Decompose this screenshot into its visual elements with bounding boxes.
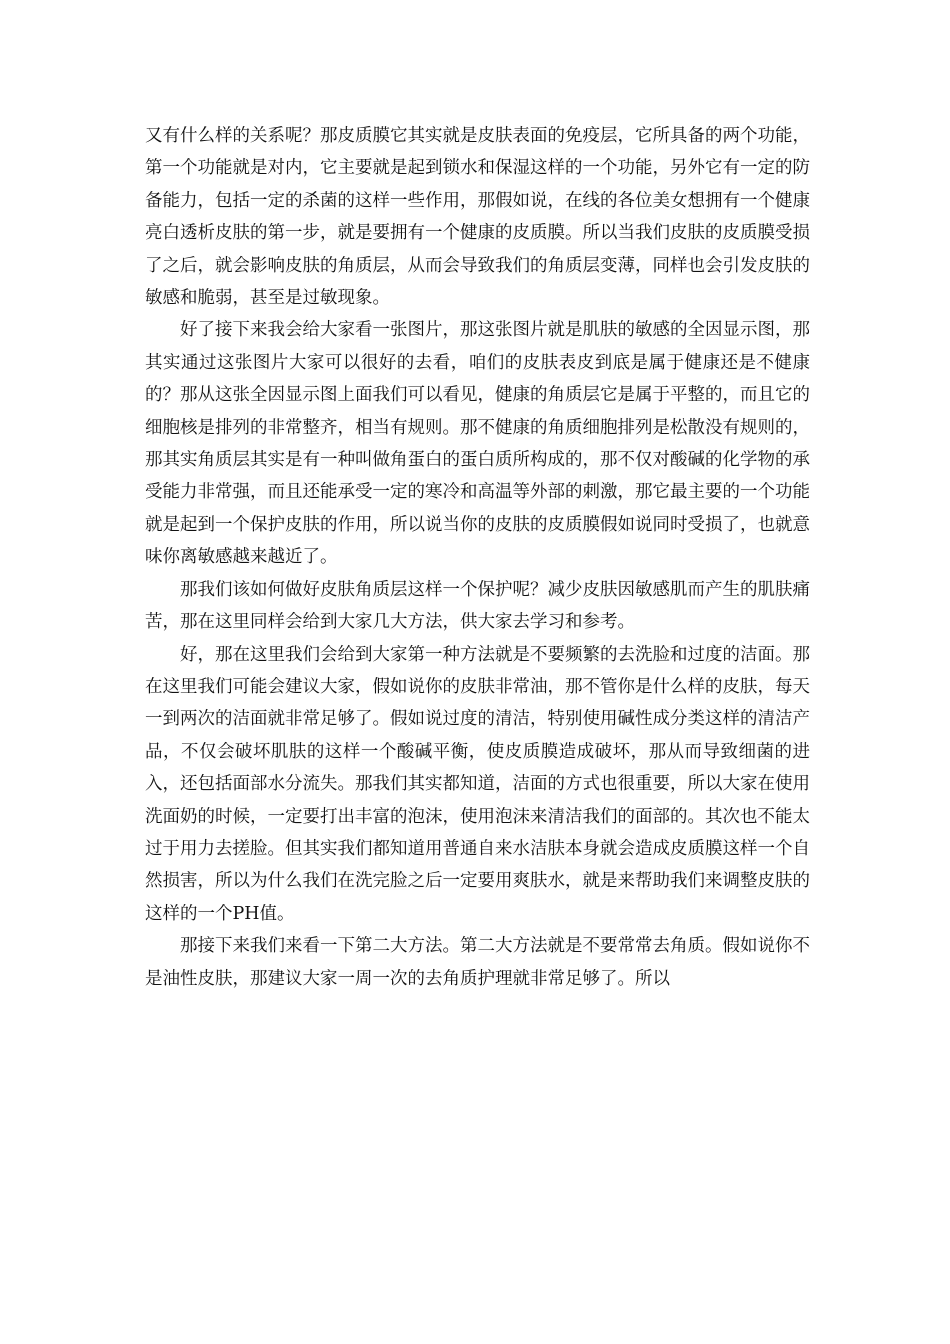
- paragraph-continued: 又有什么样的关系呢？那皮质膜它其实就是皮肤表面的免疫层，它所具备的两个功能，第一个功能就是对内，它主要就是起到锁水和保湿这样的一个功能，另外它有一定的防备能力，包括一定的杀菌的这样一些作用，那假如说，在线的各位美女想拥有一个健康亮白透析皮肤的第一步，就是要拥有一个健康的皮质膜。所以当我们皮肤的皮质膜受损了之后，就会影响皮肤的角质层，从而会导致我们的角质层变薄，同样也会引发皮肤的敏感和脆弱，甚至是过敏现象。: [145, 126, 810, 309]
- paragraph-image-explanation: 好了接下来我会给大家看一张图片，那这张图片就是肌肤的敏感的全因显示图，那其实通过这张图片大家可以很好的去看，咱们的皮肤表皮到底是属于健康还是不健康的？那从这张全因显示图上面我们可以看见，健康的角质层它是属于平整的，而且它的细胞核是排列的非常整齐，相当有规则。那不健康的角质细胞排列是松散没有规则的，那其实角质层其实是有一种叫做角蛋白的蛋白质所构成的，那不仅对酸碱的化学物的承受能力非常强，而且还能承受一定的寒冷和高温等外部的刺激，那它最主要的一个功能就是起到一个保护皮肤的作用，所以说当你的皮肤的皮质膜假如说同时受损了，也就意味你离敏感越来越近了。: [145, 320, 810, 568]
- paragraph-protection-question: 那我们该如何做好皮肤角质层这样一个保护呢？减少皮肤因敏感肌而产生的肌肤痛苦，那在这里同样会给到大家几大方法，供大家去学习和参考。: [145, 579, 810, 633]
- paragraph-method-one: 好，那在这里我们会给到大家第一种方法就是不要频繁的去洗脸和过度的洁面。那在这里我们可能会建议大家，假如说你的皮肤非常油，那不管你是什么样的皮肤，每天一到两次的洁面就非常足够了。假如说过度的清洁，特别使用碱性成分类这样的清洁产品，不仅会破坏肌肤的这样一个酸碱平衡，使皮质膜造成破坏，那从而导致细菌的进入，还包括面部水分流失。那我们其实都知道，洁面的方式也很重要，所以大家在使用洗面奶的时候，一定要打出丰富的泡沫，使用泡沫来清洁我们的面部的。其次也不能太过于用力去搓脸。但其实我们都知道用普通自来水洁肤本身就会造成皮质膜这样一个自然损害，所以为什么我们在洗完脸之后一定要用爽肤水，就是来帮助我们来调整皮肤的这样的一个PH值。: [145, 644, 810, 924]
- paragraph-method-two: 那接下来我们来看一下第二大方法。第二大方法就是不要常常去角质。假如说你不是油性皮肤，那建议大家一周一次的去角质护理就非常足够了。所以: [145, 936, 810, 989]
- document-page: [145, 120, 810, 995]
